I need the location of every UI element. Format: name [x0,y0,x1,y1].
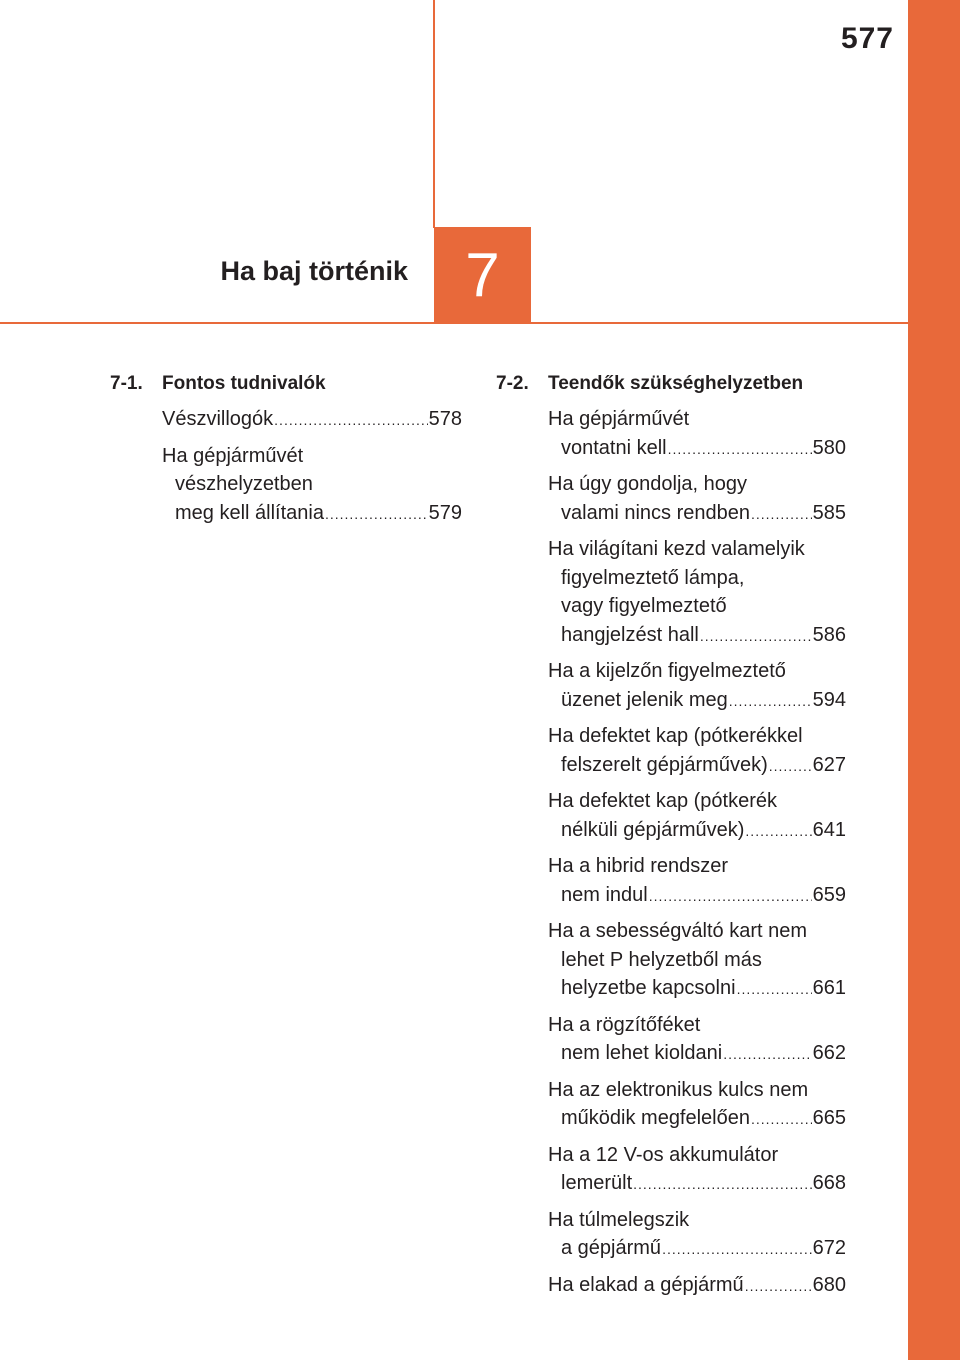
toc-entry[interactable] [548,1141,846,1199]
toc-entry-text: Ha világítani kezd valamelyik [548,538,805,560]
toc-entry-line [548,917,846,946]
dot-leader [662,1235,812,1264]
dot-leader [751,1105,812,1134]
toc-entry-list [496,405,846,1300]
toc-entry-line [548,1234,846,1264]
toc-entry-line [548,592,846,621]
toc-entry-text: felszerelt gépjárművek) [561,753,768,776]
toc-entry[interactable] [162,442,462,529]
toc-page-number: 641 [812,818,846,841]
toc-entry-text: a gépjármű [561,1237,662,1259]
toc-page-number: 580 [812,436,846,459]
chapter-title: Ha baj történik [220,256,408,286]
toc-page-number: 586 [812,623,846,646]
toc-entry-text: helyzetbe kapcsolni [561,977,736,999]
toc-page-number: 661 [812,977,846,999]
toc-page-number: 665 [812,1107,846,1129]
toc-entry-text: Ha a kijelzőn figyelmeztető [548,660,786,682]
toc-entry-line [548,657,846,686]
toc-page-number: 659 [812,883,846,906]
toc-entry-line [548,881,846,911]
toc-entry-line [548,1169,846,1199]
toc-entry-line [548,852,846,881]
toc-page-number: 662 [812,1042,846,1064]
toc-entry-line [162,442,462,471]
dot-leader [737,975,812,1004]
toc-entry-text: Ha defektet kap (pótkerék [548,790,778,812]
toc-page-number: 672 [812,1237,846,1259]
toc-entry-line [162,405,462,435]
toc-entry[interactable] [548,1076,846,1134]
toc-page-number: 680 [812,1273,846,1296]
dot-leader [649,882,812,911]
section-heading [496,370,846,398]
section-title: Fontos tudnivalók [162,373,326,394]
toc-entry-text: Ha a rögzítőféket [548,1013,701,1036]
right-toc-column [496,370,846,1307]
toc-page-number: 594 [812,688,846,711]
section-title: Teendők szükséghelyzetben [548,373,804,394]
toc-entry-text: Ha a sebességváltó kart nem [548,920,808,942]
toc-entry[interactable] [548,1206,846,1264]
toc-entry-text: nem indul [561,883,648,906]
toc-page-number: 578 [428,408,462,430]
toc-entry[interactable] [548,535,846,650]
toc-entry-line [548,405,846,434]
toc-entry-line [548,751,846,781]
toc-entry-text: működik megfelelően [561,1107,750,1129]
toc-entry-text: Ha gépjárművét [548,408,690,430]
toc-entry-line [548,1011,846,1040]
toc-entry-text: Ha defektet kap (pótkerékkel [548,725,803,747]
toc-entry[interactable] [548,470,846,528]
dot-leader [633,1170,811,1199]
dot-leader [723,1040,811,1069]
toc-entry-line [548,787,846,816]
toc-entry-line [548,470,846,499]
toc-entry-line [162,499,462,529]
toc-entry-text: Ha úgy gondolja, hogy [548,473,748,495]
toc-page-number: 585 [812,501,846,524]
toc-entry-text: vontatni kell [561,436,667,459]
toc-page-number: 668 [812,1172,846,1194]
toc-page-number: 579 [428,501,462,524]
toc-entry[interactable] [548,787,846,845]
section-number: 7-1. [110,373,143,394]
toc-entry-line [548,1141,846,1170]
toc-page-number: 627 [812,753,846,776]
dot-leader [751,500,812,529]
toc-entry-line [548,434,846,464]
toc-entry-line [548,686,846,716]
dot-leader [745,1272,812,1301]
toc-entry[interactable] [548,1011,846,1069]
toc-entry-text: üzenet jelenik meg [561,688,728,711]
toc-entry-line [548,1076,846,1105]
toc-entry-text: Ha túlmelegszik [548,1208,690,1231]
toc-entry-line [548,974,846,1004]
toc-entry-text: Ha elakad a gépjármű [548,1273,744,1296]
toc-entry[interactable] [548,1271,846,1301]
toc-entry-line [548,1271,846,1301]
toc-entry-text: figyelmeztető lámpa, [561,566,745,589]
toc-entry[interactable] [548,405,846,463]
toc-entry-list [110,405,462,528]
dot-leader [769,752,812,781]
toc-entry-line [548,499,846,529]
toc-entry-text: vészhelyzetben [175,473,313,495]
toc-entry-text: valami nincs rendben [561,501,750,524]
toc-entry[interactable] [162,405,462,435]
chapter-side-band [908,0,960,1360]
toc-entry-text: Ha a 12 V-os akkumulátor [548,1143,779,1166]
dot-leader [274,406,427,435]
toc-entry-line [548,1104,846,1134]
toc-entry-text: Ha a hibrid rendszer [548,855,729,877]
toc-entry[interactable] [548,852,846,910]
toc-entry-text: meg kell állítania [175,501,324,524]
toc-entry-line [548,621,846,651]
chapter-number-box: 7 [434,227,531,323]
left-toc-column [110,370,462,535]
header-vertical-rule [433,0,435,228]
toc-entry-line [162,470,462,499]
toc-entry-text: lemerült [561,1172,633,1194]
section-heading [110,370,462,398]
toc-entry-text: nélküli gépjárművek) [561,818,745,841]
toc-entry-text: hangjelzést hall [561,623,699,646]
page-number: 577 [840,22,894,55]
dot-leader [729,687,812,716]
toc-entry[interactable] [548,917,846,1004]
dot-leader [700,622,812,651]
toc-entry-line [548,535,846,564]
toc-entry-line [548,816,846,846]
toc-entry-line [548,722,846,751]
section-number: 7-2. [496,373,529,394]
toc-entry[interactable] [548,722,846,780]
toc-entry-text: vagy figyelmeztető [561,595,727,617]
toc-entry[interactable] [548,657,846,715]
toc-entry-line [548,1039,846,1069]
dot-leader [745,817,811,846]
toc-entry-text: Ha gépjárművét [162,444,304,467]
toc-entry-line [548,564,846,593]
dot-leader [325,500,428,529]
dot-leader [668,435,812,464]
toc-entry-text: Ha az elektronikus kulcs nem [548,1078,809,1101]
toc-entry-text: Vészvillogók [162,408,274,430]
toc-entry-line [548,946,846,975]
toc-entry-text: nem lehet kioldani [561,1042,723,1064]
toc-entry-text: lehet P helyzetből más [561,948,762,971]
toc-entry-line [548,1206,846,1235]
